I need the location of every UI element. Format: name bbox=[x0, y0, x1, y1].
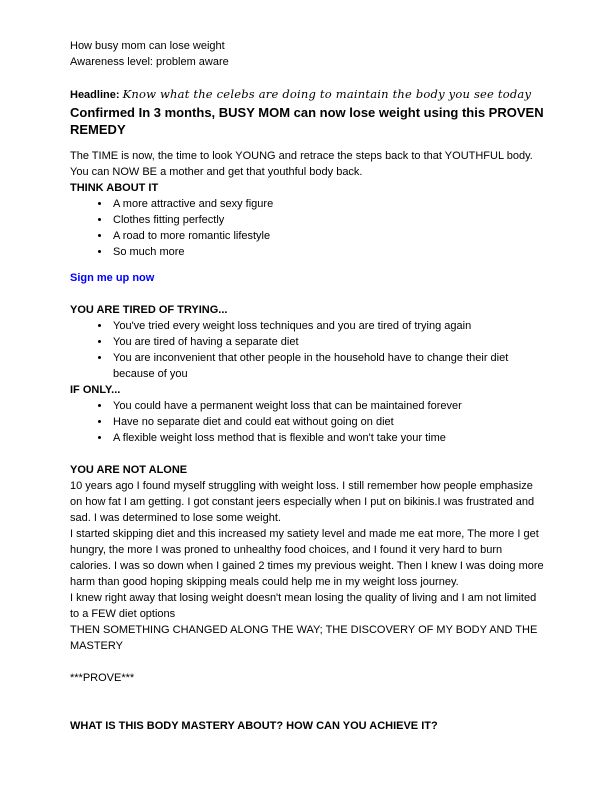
spacer bbox=[70, 260, 546, 270]
list-item: • A more attractive and sexy figure bbox=[111, 196, 546, 212]
intro-paragraph: The TIME is now, the time to look YOUNG and retrace the steps back to that YOUTHFUL body. You can NOW BE a mother and get that youthful body back. bbox=[70, 150, 533, 178]
closing-question-heading: WHAT IS THIS BODY MASTERY ABOUT? HOW CAN YOU ACHIEVE IT? bbox=[70, 720, 438, 732]
meta-line-awareness: Awareness level: problem aware bbox=[70, 56, 229, 68]
tired-of-trying-list bbox=[70, 318, 546, 382]
spacer bbox=[70, 70, 546, 86]
section-heading-not-alone: YOU ARE NOT ALONE bbox=[70, 464, 188, 476]
story-paragraph: THEN SOMETHING CHANGED ALONG THE WAY; THE DISCOVERY OF MY BODY AND THE MASTERY bbox=[70, 624, 538, 652]
story-paragraph: I knew right away that losing weight doesn't mean losing the quality of living and I am not limited to a FEW diet options bbox=[70, 592, 537, 620]
list-item: • Have no separate diet and could eat without going on diet bbox=[111, 414, 546, 430]
spacer bbox=[70, 686, 546, 718]
headline-row bbox=[70, 86, 546, 103]
list-item: • A flexible weight loss method that is flexible and won't take your time bbox=[111, 430, 546, 446]
story-paragraph: I started skipping diet and this increased my satiety level and made me eat more, The more I get hungry, the more I was proned to unhealthy food choices, and I found it very hard to burn calories. I was so down when I gained 2 times my previous weight. Then I knew I was doing more harm than good hoping skipping meals could help me in my weight loss journey. bbox=[70, 528, 544, 588]
headline-label: Headline: bbox=[70, 89, 120, 101]
list-item: • A road to more romantic lifestyle bbox=[111, 228, 546, 244]
list-item: • You are inconvenient that other people in the household have to change their diet because of you bbox=[111, 350, 546, 382]
list-item: • You've tried every weight loss techniques and you are tired of trying again bbox=[111, 318, 546, 334]
headline-script-text: Know what the celebs are doing to maintain the body you see today bbox=[122, 87, 532, 101]
story-paragraph: 10 years ago I found myself struggling with weight loss. I still remember how people emphasize on how fat I am getting. I got constant jeers especially when I put on bikinis.I was frustrated and sad. I was determined to lose some weight. bbox=[70, 480, 535, 524]
if-only-list bbox=[70, 398, 546, 446]
sign-up-link[interactable]: Sign me up now bbox=[70, 272, 155, 284]
list-item: • You could have a permanent weight loss that can be maintained forever bbox=[111, 398, 546, 414]
section-heading-think-about-it: THINK ABOUT IT bbox=[70, 182, 159, 194]
list-item: • You are tired of having a separate diet bbox=[111, 334, 546, 350]
spacer bbox=[70, 654, 546, 670]
list-item: • Clothes fitting perfectly bbox=[111, 212, 546, 228]
page-title: Confirmed In 3 months, BUSY MOM can now lose weight using this PROVEN REMEDY bbox=[70, 105, 544, 137]
meta-line-topic: How busy mom can lose weight bbox=[70, 40, 225, 52]
spacer bbox=[70, 138, 546, 148]
list-item: • So much more bbox=[111, 244, 546, 260]
spacer bbox=[70, 446, 546, 462]
section-heading-tired-of-trying: YOU ARE TIRED OF TRYING... bbox=[70, 304, 228, 316]
prove-placeholder: ***PROVE*** bbox=[70, 672, 135, 684]
section-heading-if-only: IF ONLY... bbox=[70, 384, 121, 396]
spacer bbox=[70, 286, 546, 302]
think-about-it-list bbox=[70, 196, 546, 260]
